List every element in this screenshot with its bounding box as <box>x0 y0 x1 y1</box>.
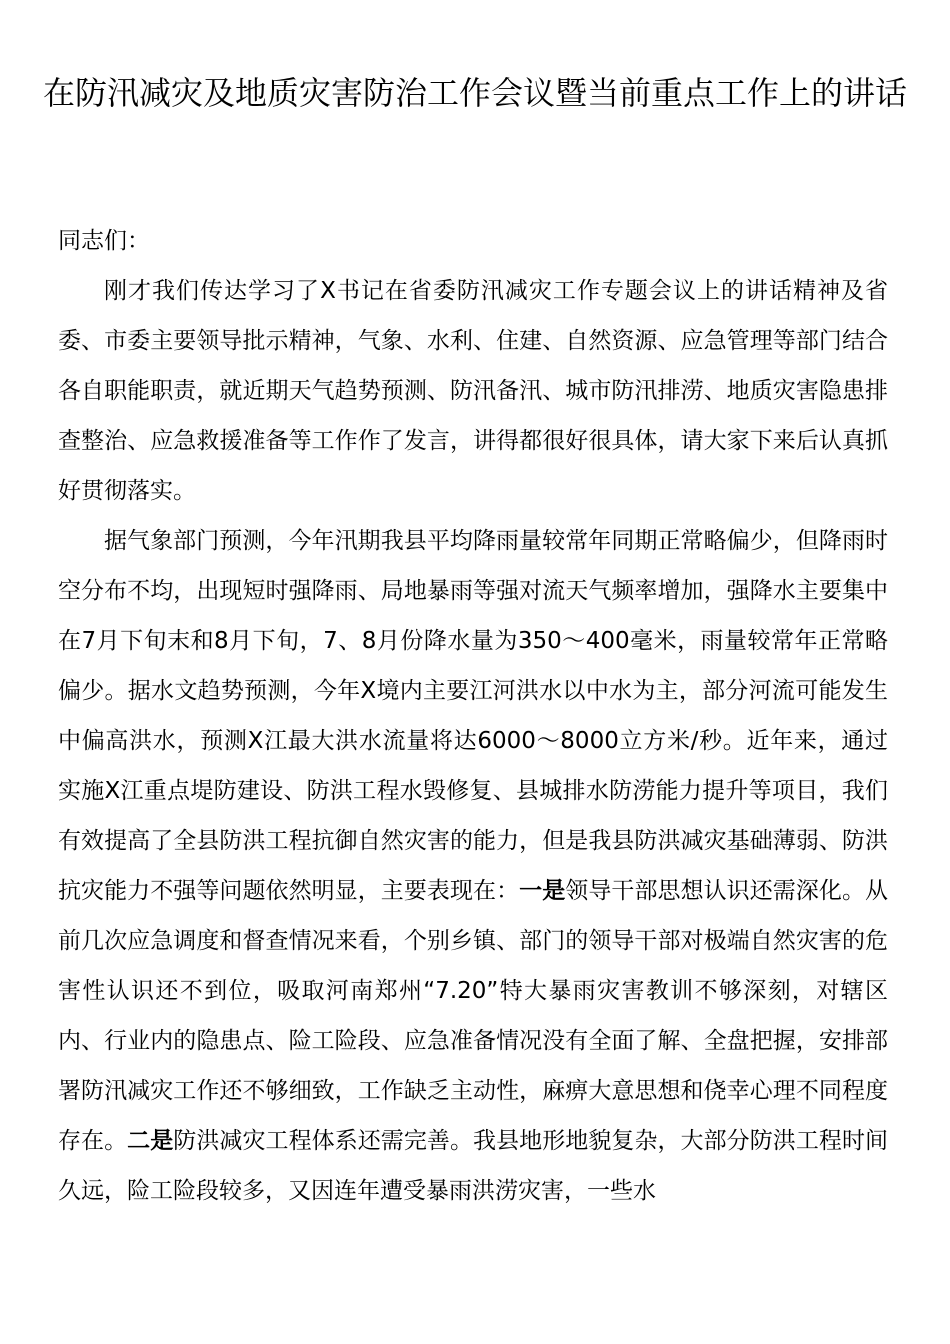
salutation: 同志们： <box>58 228 150 254</box>
document-title: 在防汛减灾及地质灾害防治工作会议暨当前重点工作上的讲话 <box>42 74 907 112</box>
point-2-heading: 防洪减灾工程体系还需完善。 <box>173 1128 474 1154</box>
point-2-text: 我县地形地貌复杂，大部分防洪工程时间久远，险工险段较多，又因连年遭受暴雨洪涝灾害，一些水 <box>58 1128 889 1204</box>
paragraph-2-intro: 据气象部门预测，今年汛期我县平均降雨量较常年同期正常略偏少，但降雨时空分布不均，出现短时强降雨、局地暴雨等强对流天气频率增加，强降水主要集中在7月下旬末和8月下旬，7、8月份降水量为350～400毫米，雨量较常年正常略偏少。据水文趋势预测，今年X境内主要江河洪水以中水为主，部分河流可能发生中偏高洪水，预测X江最大洪水流量将达6000～8000立方米/秒。近年来，通过实施X江重点堤防建设、防洪工程水毁修复、县城排水防涝能力提升等项目，我们有效提高了全县防洪工程抗御自然灾害的能力，但是我县防洪减灾基础薄弱、防洪抗灾能力不强等问题依然明显，主要表现在： <box>58 528 888 904</box>
point-1-text: 从前几次应急调度和督查情况来看，个别乡镇、部门的领导干部对极端自然灾害的危害性认识还不到位，吸取河南郑州“7.20”特大暴雨灾害教训不够深刻，对辖区内、行业内的隐患点、险工险段、应急准备情况没有全面了解、全盘把握，安排部署防汛减灾工作还不够细致，工作缺乏主动性，麻痹大意思想和侥幸心理不同程度存在。 <box>58 878 889 1154</box>
point-2-label: 二是 <box>127 1128 174 1154</box>
point-1-heading: 领导干部思想认识还需深化。 <box>565 878 866 904</box>
paragraph-2 <box>58 516 888 1216</box>
paragraph-1: 刚才我们传达学习了X书记在省委防汛减灾工作专题会议上的讲话精神及省委、市委主要领导批示精神，气象、水利、住建、自然资源、应急管理等部门结合各自职能职责，就近期天气趋势预测、防汛备汛、城市防汛排涝、地质灾害隐患排查整治、应急救援准备等工作作了发言，讲得都很好很具体，请大家下来后认真抓好贯彻落实。 <box>58 278 888 504</box>
point-1-label: 一是 <box>519 878 566 904</box>
document-body <box>58 216 888 1216</box>
